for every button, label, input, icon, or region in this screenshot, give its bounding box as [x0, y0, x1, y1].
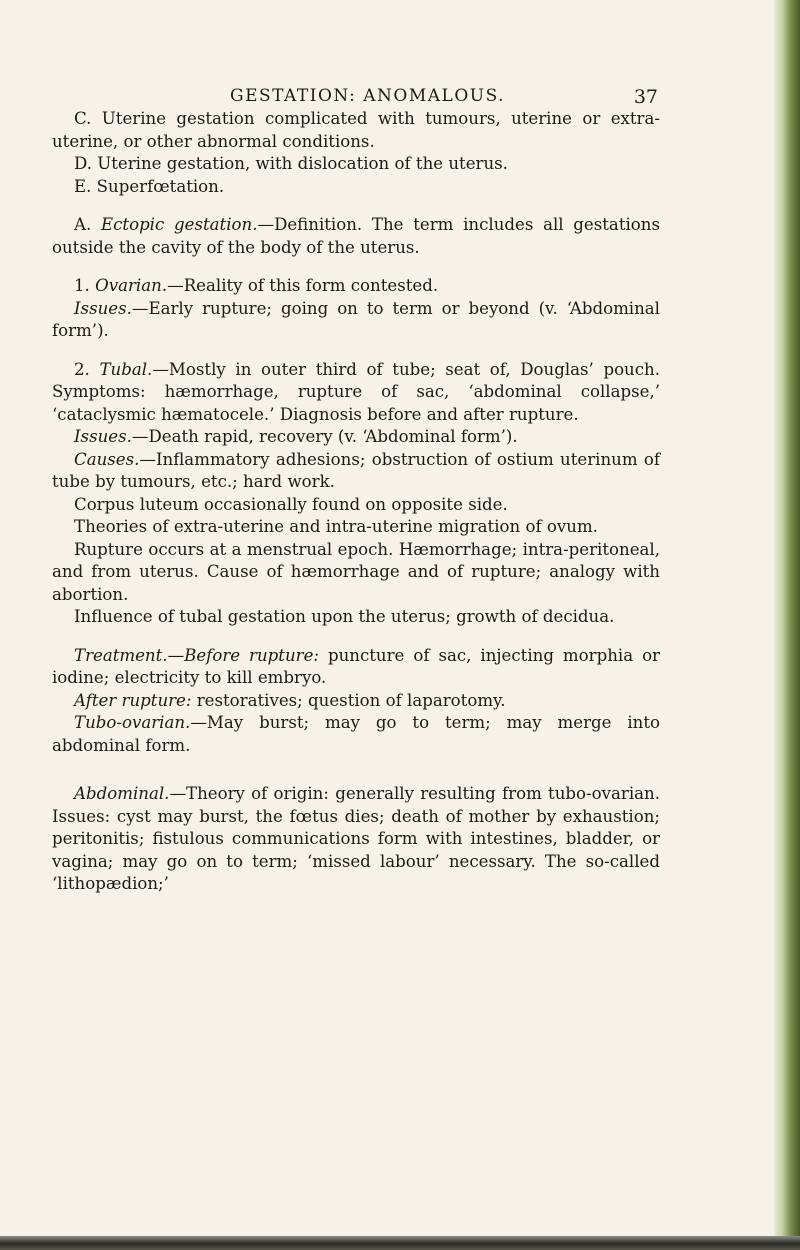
- tubal-treatment: Treatment.—Before rupture: puncture of sac, injecting morphia or iodine; electricity to kill embryo.: [52, 645, 660, 687]
- list-item: E. Superfœtation.: [74, 176, 225, 196]
- ovarian-issues: Issues.—Early rupture; going on to term or beyond (v. ‘Abdominal form’).: [52, 298, 660, 340]
- tubal-paragraph: 2. Tubal.—Mostly in outer third of tube; seat of, Douglas’ pouch. Symptoms: hæmorrhage, rupture of sac, ‘abdominal collapse,’ ‘cataclysmic hæmatocele.’ Diagnosis before and after rupture.: [52, 359, 660, 424]
- tubo-ovarian-paragraph: Tubo-ovarian.—May burst; may go to term; may merge into abdominal form.: [52, 713, 660, 755]
- running-title: GESTATION: ANOMALOUS.: [230, 86, 506, 106]
- tubal-influence: Influence of tubal gestation upon the uterus; growth of decidua.: [74, 607, 615, 626]
- body-text: [52, 108, 660, 896]
- ovarian-heading: Ovarian.: [95, 276, 168, 295]
- page-edge-shadow: [774, 0, 800, 1250]
- ectopic-heading: Ectopic gestation.: [101, 215, 258, 234]
- abdominal-heading: Abdominal.: [74, 784, 170, 803]
- page-bottom-edge: [0, 1236, 800, 1250]
- list-item: D. Uterine gestation, with dislocation of the uterus.: [74, 154, 508, 173]
- tubal-after-rupture: After rupture: restoratives; question of laparotomy.: [74, 690, 506, 710]
- tubal-theories: Theories of extra-uterine and intra-uterine migration of ovum.: [74, 517, 598, 536]
- ovarian-paragraph: 1. Ovarian.—Reality of this form contested.: [74, 276, 439, 295]
- tubal-corpus-luteum: Corpus luteum occasionally found on opposite side.: [74, 494, 508, 514]
- tubal-rupture: Rupture occurs at a menstrual epoch. Hæmorrhage; intra-peritoneal, and from uterus. Cause of hæmorrhage and of rupture; analogy with abortion.: [52, 539, 660, 604]
- tubal-causes: Causes.—Inflammatory adhesions; obstruction of ostium uterinum of tube by tumours, etc.; hard work.: [52, 449, 660, 491]
- tubal-heading: Tubal.: [99, 359, 153, 379]
- list-item: C. Uterine gestation complicated with tumours, uterine or extra-uterine, or other abnormal conditions.: [52, 109, 660, 151]
- ectopic-definition: A. Ectopic gestation.—Definition. The term includes all gestations outside the cavity of the body of the uterus.: [52, 215, 660, 257]
- abdominal-paragraph: Abdominal.—Theory of origin: generally resulting from tubo-ovarian. Issues: cyst may burst, the fœtus dies; death of mother by exhaustion; peritonitis; fistulous communications form with intestines, bladder, or vagina; may go on to term; ‘missed labour’ necessary. The so-called ‘lithopædion;’: [52, 784, 660, 893]
- page-number: 37: [633, 86, 658, 108]
- tubal-issues: Issues.—Death rapid, recovery (v. ‘Abdominal form’).: [74, 427, 518, 446]
